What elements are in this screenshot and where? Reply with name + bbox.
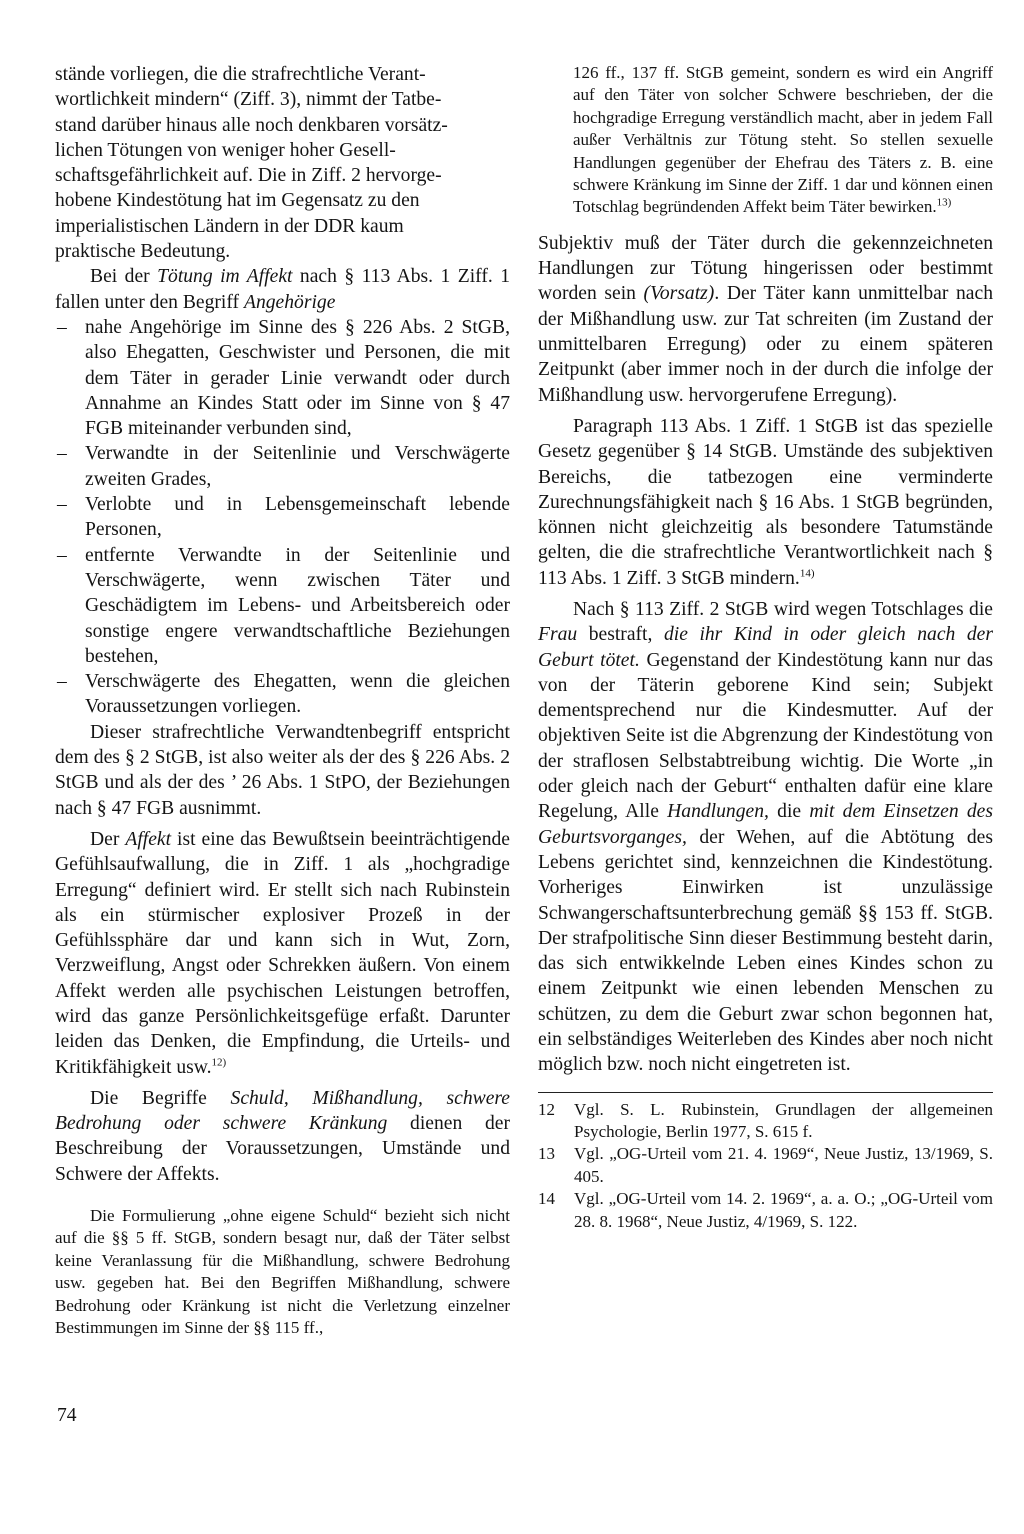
footnote-divider xyxy=(538,1092,993,1093)
paragraph-verwandtenbegriff: Dieser strafrechtliche Verwandtenbegriff entspricht dem des § 2 StGB, ist also weiter als der des § 226 Abs. 2 StGB und als der des ’ 26 Abs. 1 StPO, der Beziehungen nach § 47 FGB ausnimmt. xyxy=(55,721,510,819)
list-item: – Verwandte in der Seitenlinie und Verschwägerte zweiten Grades, xyxy=(57,443,510,490)
list-item: – Verschwägerte des Ehegatten, wenn die gleichen Voraussetzungen vorliegen. xyxy=(57,671,510,718)
page-number: 74 xyxy=(57,1405,77,1426)
footnote: 12 Vgl. S. L. Rubinstein, Grundlagen der allgemeinen Psychologie, Berlin 1977, S. 615 f. xyxy=(538,1099,993,1142)
list-item: – nahe Angehörige im Sinne des § 226 Abs. 2 StGB, also Ehegatten, Geschwister und Personen, die mit dem Täter in gerader Linie verwandt oder durch Annahme an Kindes Statt oder im Sinne von § 47 FGB miteinander verbunden sind, xyxy=(57,316,510,440)
small-note: Die Formulierung „ohne eigene Schuld“ bezieht sich nicht auf die §§ 5 ff. StGB, sondern besagt nur, daß der Täter selbst keine Veranlassung für die Mißhandlung, schwere Bedrohung usw. gegeben hat. Bei den Begriffen Mißhandlung, schwere Bedrohung oder Kränkung ist nicht die Verletzung einzelner Bestimmungen im Sinne der §§ 115 ff., xyxy=(55,1206,510,1338)
list-item: – entfernte Verwandte in der Seitenlinie und Verschwägerte, wenn zwischen Täter und Geschädigtem im Lebens- und Arbeitsbereich oder sonstige engere verwandtschaftliche Beziehungen bestehen, xyxy=(57,544,510,667)
right-column xyxy=(538,62,993,1233)
paragraph-subjektiv: Subjektiv muß der Täter durch die gekennzeichneten Handlungen zur Tötung hingerissen oder bestimmt worden sein (Vorsatz). Der Täter kann unmittelbar nach der Mißhandlung usw. zur Tat schreiten (im Zustand der unmittelbaren Erregung) oder zu einem späteren Zeitpunkt (aber immer noch in der durch die infolge der Mißhandlung usw. hervorgerufene Erregung). xyxy=(538,232,993,406)
small-note-continuation: 126 ff., 137 ff. StGB gemeint, sondern es wird ein Angriff auf den Täter von solcher Schwere beschrieben, der die hochgradige Erregung verständlich macht, aber in jedem Fall außer Verhältnis zur Tötung steht. So stellen sexuelle Handlungen gegenüber der Ehefrau des Täters z. B. eine schwere Kränkung im Sinne der Ziff. 1 dar und können einen Totschlag begründenden Affekt beim Täter bewirken.$^{13)}$ xyxy=(573,63,993,217)
relatives-list xyxy=(55,315,510,720)
paragraph-affekt-definition: Der Affekt ist eine das Bewußtsein beeinträchtigende Gefühlsaufwallung, die in Ziff. 1 als „hochgradige Erregung“ definiert wird. Er stellt sich nach Rubinstein als ein stürmischer explosiver Prozeß in der Gefühlssphäre dar und kann sich in Wut, Zorn, Verzweiflung, Angst oder Schrekken äußern. Von einem Affekt werden alle psychischen Leistungen betroffen, wird das ganze Persönlichkeitsgefüge erfaßt. Darunter leiden das Denken, die Empfindung, die Urteils- und Kritikfähigkeit usw.$^{12)}$ xyxy=(55,828,510,1078)
paragraph-kindestoetung: Nach § 113 Ziff. 2 StGB wird wegen Totschlages die Frau bestraft, die ihr Kind in oder gleich nach der Geburt tötet. Gegenstand der Kindestötung kann nur das von der Täterin geborene Kind sein; Subjekt dementsprechend nur die Kindesmutter. Auf der objektiven Seite ist die Abgrenzung der Kindestötung von der straflosen Selbstabtreibung wichtig. Die Worte „in oder gleich nach der Geburt“ enthalten dafür eine klare Regelung, Alle Handlungen, die mit dem Einsetzen des Geburtsvorganges, der Wehen, auf die Abtötung des Lebens gerichtet sind, kennzeichnen die Kindestötung. Vorheriges Einwirken ist unzulässige Schwangerschaftsunterbrechung gemäß §§ 153 ff. StGB. Der strafpolitische Sinn dieser Bestimmung besteht darin, das sich entwikkelnde Leben eines Kindes schon zu einem Zeitpunkt wie einen lebenden Menschen zu schützen, zu dem die Geburt zwar schon begonnen hat, ein selbständiges Weiterleben des Kindes aber noch nicht möglich bzw. noch nicht eingetreten ist. xyxy=(538,599,993,1076)
list-item: – Verlobte und in Lebensgemeinschaft lebende Personen, xyxy=(57,494,510,541)
footnote: 14 Vgl. „OG-Urteil vom 14. 2. 1969“, a. a. O.; „OG-Urteil vom 28. 8. 1968“, Neue Justiz, 4/1969, S. 122. xyxy=(538,1189,993,1231)
left-column xyxy=(55,62,510,1340)
paragraph-spezielles-gesetz: Paragraph 113 Abs. 1 Ziff. 1 StGB ist das spezielle Gesetz gegenüber § 14 StGB. Umstände des subjektiven Bereichs, die tatbezogen eine verminderte Zurechnungsfähigkeit nach § 16 Abs. 1 StGB begründen, können nicht gleichzeitig als besondere Tatumstände gelten, die die strafrechtliche Verantwortlichkeit nach § 113 Abs. 1 Ziff. 3 StGB mindern.$^{14)}$ xyxy=(538,415,993,589)
paragraph-continuation: stände vorliegen, die die strafrechtliche Verant- wortlichkeit mindern“ (Ziff. 3), nimmt der Tatbe- stand darüber hinaus alle noch denkbaren vorsätz- lichen Tötungen von weniger hoher Gesell- schaftsgefährlichkeit auf. Die in Ziff. 2 hervorge- hobene Kindestötung hat im Gegensatz zu den imperialistischen Ländern in der DDR kaum praktische Bedeutung. xyxy=(55,64,448,263)
footnote: 13 Vgl. „OG-Urteil vom 21. 4. 1969“, Neue Justiz, 13/1969, S. 405. xyxy=(538,1144,993,1186)
paragraph-affekt-angehoerige: Bei der Tötung im Affekt nach § 113 Abs. 1 Ziff. 1 fallen unter den Begriff Angehörige xyxy=(55,266,510,313)
paragraph-begriffe: Die Begriffe Schuld, Mißhandlung, schwere Bedrohung oder schwere Kränkung dienen der Beschreibung der Voraussetzungen, Umstände und Schwere der Affekts. xyxy=(55,1087,510,1185)
